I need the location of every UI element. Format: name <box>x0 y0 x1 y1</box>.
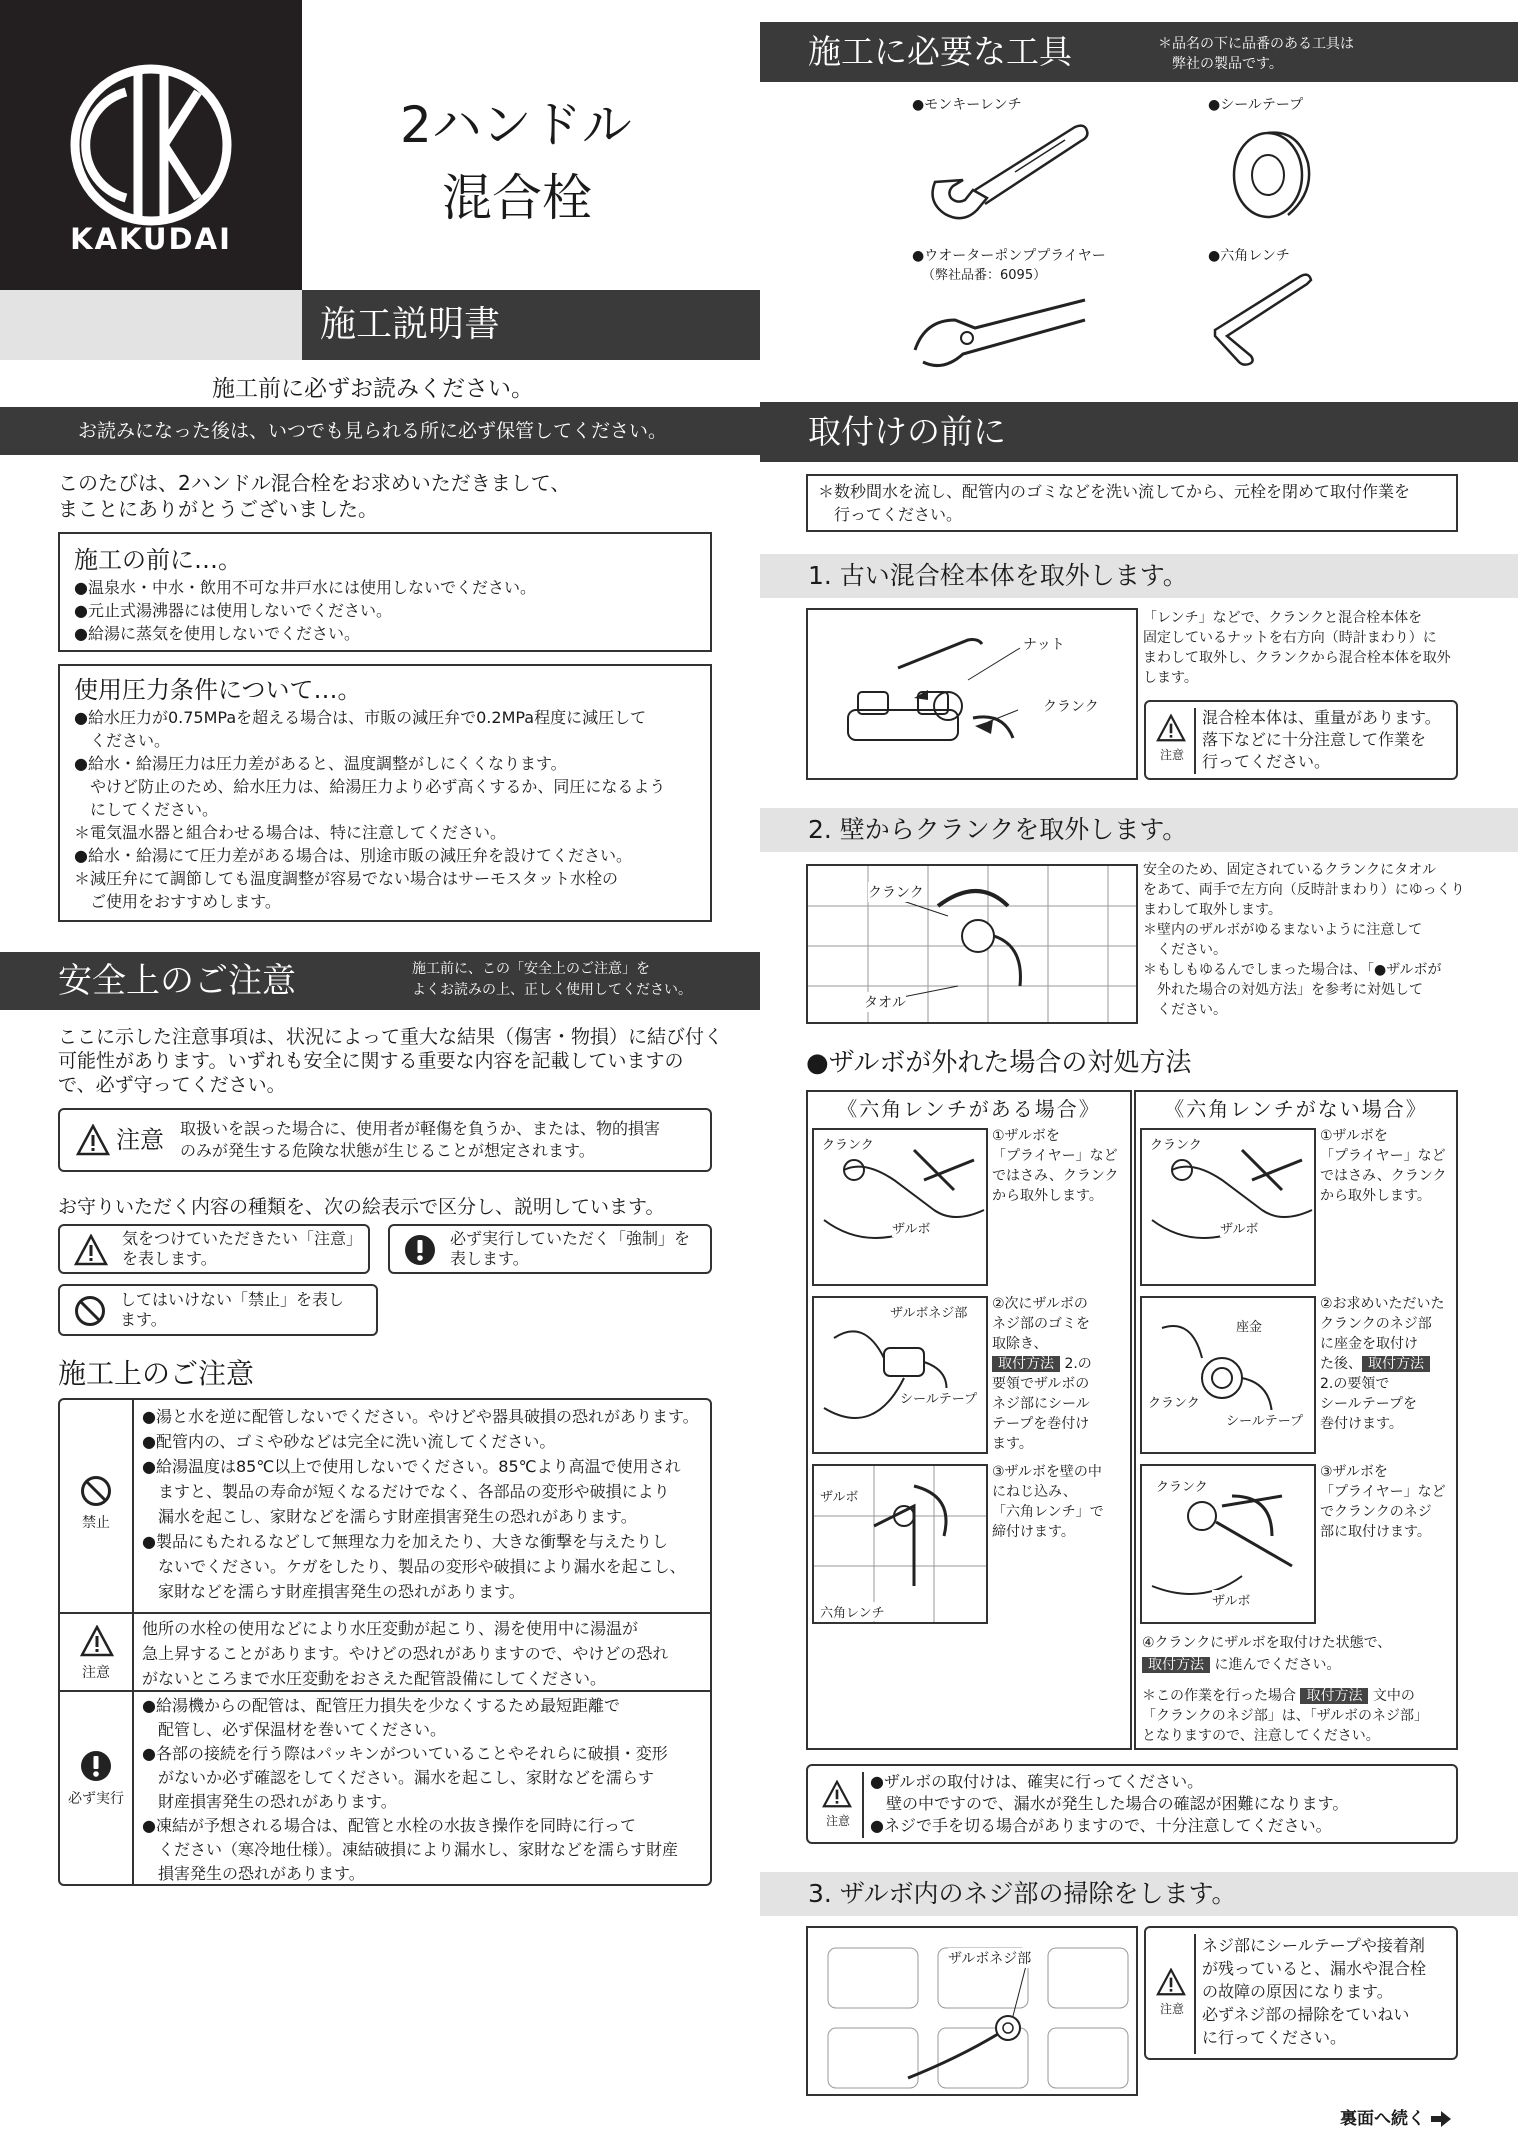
zarubo-left-step1-illus: クランク ザルボ <box>812 1128 988 1286</box>
mandatory-icon <box>404 1234 436 1266</box>
label-crank: クランク <box>1043 699 1099 715</box>
tools-title: 施工に必要な工具 <box>808 32 1072 71</box>
caution-definition-text: 取扱いを誤った場合に、使用者が軽傷を負うか、または、物的損害 のみが発生する危険な状態が生じることが想定されます。 <box>180 1119 661 1160</box>
symbol-prohibit-box: してはいけない「禁止」を表し ます。 <box>58 1284 378 1336</box>
table-row: ●給湯機からの配管は、配管圧力損失を少なくするため最短距離で 配管し、必ず保温材を巻いてください。 ●各部の接続を行う際はパッキンがついていることやそれらに破損・変形 がないか必ず確認をしてください。漏水を起こし、家財などを濡らす 財産損害発生の恐れがあります。 ●凍結が予想される場合は、配管と水栓の水抜き操作を同時に行って ください（寒冷地仕様）。凍結破損により漏水し、家財などを濡らす財産 損害発生の恐れがあります。 <box>142 1696 679 1883</box>
zarubo-left-step3-text: ③ザルボを壁の中 にねじ込み、 「六角レンチ」で 締付けます。 <box>992 1464 1104 1540</box>
brand-name: KAKUDAI <box>70 222 232 256</box>
step2-header <box>760 808 1518 852</box>
install-method-tag: 取付方法 <box>1362 1356 1430 1372</box>
step3-illustration <box>806 1926 1138 2096</box>
before-install-title: 取付けの前に <box>808 412 1006 451</box>
label-crank: クランク <box>868 882 924 902</box>
zarubo-left-step1-text: ①ザルボを 「プライヤー」など ではさみ、クランク から取外します。 <box>992 1128 1119 1204</box>
step3-caution: 注意 ネジ部にシールテープや接着剤 が残っていると、漏水や混合栓 の故障の原因になります。 必ずネジ部の掃除をていねい に行ってください。 <box>1144 1926 1458 2060</box>
zarubo-left-head: 《六角レンチがある場合》 <box>837 1097 1101 1121</box>
list-item: ●元止式湯沸器には使用しないでください。 <box>74 601 392 620</box>
caution-triangle-icon <box>822 1780 852 1808</box>
zarubo-right-step3-text: ③ザルボを 「プライヤー」など でクランクのネジ 部に取付けます。 <box>1320 1464 1446 1540</box>
seal-tape-icon <box>1220 120 1320 230</box>
hex-wrench-icon <box>1205 270 1325 370</box>
step1-title: 1. 古い混合栓本体を取外します。 <box>808 561 1188 590</box>
zarubo-caution: 注意 ●ザルボの取付けは、確実に行ってください。 壁の中ですので、漏水が発生した場合の確認が困難になります。 ●ネジで手を切る場合がありますので、十分注意してください。 <box>806 1764 1458 1844</box>
zarubo-step4: ④クランクにザルボを取付けた状態で、 取付方法 に進んでください。 <box>1142 1635 1392 1673</box>
safety-intro: ここに示した注意事項は、状況によって重大な結果（傷害・物損）に結び付く 可能性があります。いずれも安全に関する重要な内容を記載していますの で、必ず守ってください。 <box>58 1026 724 1096</box>
caution-definition <box>58 1108 712 1172</box>
step3-header <box>760 1872 1518 1916</box>
brand-logo <box>0 0 302 290</box>
caution-label: 注意 <box>116 1126 164 1154</box>
safety-side-note: 施工前に、この「安全上のご注意」を よくお読みの上、正しく使用してください。 <box>412 961 692 998</box>
tool-item: ●ウオーターポンププライヤー <box>912 248 1106 264</box>
manual-title: 施工説明書 <box>320 304 501 345</box>
row-label: 禁止 <box>82 1515 110 1531</box>
zarubo-note: ＊この作業を行った場合 取付方法 文中の 「クランクのネジ部」は、「ザルボのネジ部」 となりますので、注意してください。 <box>1142 1688 1429 1744</box>
tool-sub: （弊社品番：6095） <box>922 268 1047 283</box>
tools-header <box>760 22 1518 82</box>
safety-header <box>0 952 760 1010</box>
before-install-header <box>760 402 1518 462</box>
install-method-tag: 取付方法 <box>992 1356 1060 1372</box>
zarubo-right-step1-text: ①ザルボを 「プライヤー」など ではさみ、クランク から取外します。 <box>1320 1128 1447 1204</box>
product-name-line2: 混合栓 <box>442 169 592 227</box>
zarubo-left-step3-illus: ザルボ 六角レンチ <box>812 1464 988 1624</box>
safety-title: 安全上のご注意 <box>58 961 296 1001</box>
continue-notice <box>1340 2104 1451 2129</box>
zarubo-right-head: 《六角レンチがない場合》 <box>1164 1097 1428 1121</box>
step1-caution: 注意 混合栓本体は、重量があります。 落下などに十分注意して作業を 行ってください。 <box>1144 700 1458 780</box>
title-band <box>0 290 302 360</box>
zarubo-right-step2-text: ②お求めいただいた クランクのネジ部 に座金を取付け た後、 取付方法 2.の要領で シールテープを 巻付けます。 <box>1320 1296 1445 1432</box>
construction-title: 施工上のご注意 <box>58 1357 255 1390</box>
caution-triangle-icon <box>1156 1968 1186 1996</box>
table-row: 他所の水栓の使用などにより水圧変動が起こり、湯を使用中に湯温が 急上昇することがあります。やけどの恐れがありますので、やけどの恐れ がないところまで水圧変動をおさえた配管設備にしてください。 <box>142 1619 669 1688</box>
tool-item: ●シールテープ <box>1208 97 1304 113</box>
tool-item: ●六角レンチ <box>1208 248 1290 264</box>
install-method-tag: 取付方法 <box>1142 1657 1210 1673</box>
tool-item: ●モンキーレンチ <box>912 97 1022 113</box>
zarubo-title: ●ザルボが外れた場合の対処方法 <box>806 1048 1192 1078</box>
pressure-box-title: 使用圧力条件について…。 <box>74 676 362 704</box>
row-label: 注意 <box>82 1665 110 1681</box>
step1-illustration <box>806 608 1138 780</box>
keep-notice-bar <box>0 407 760 455</box>
step1-text: 「レンチ」などで、クランクと混合栓本体を 固定しているナットを右方向（時計まわり）に まわして取外し、クランクから混合栓本体を取外 します。 <box>1143 610 1451 686</box>
install-method-tag: 取付方法 <box>1300 1688 1368 1704</box>
table-row: ●湯と水を逆に配管しないでください。やけどや器具破損の恐れがあります。 ●配管内の、ゴミや砂などは完全に洗い流してください。 ●給湯温度は85℃以上で使用しないでください。85℃より高温で使用され ますと、製品の寿命が短くなるだけでなく、各部品の変形や破損により 漏水を起こし、家財などを濡らす財産損害発生の恐れがあります。 ●製品にもたれるなどして無理な力を加えたり、大きな衝撃を与えたりし ないでください。ケガをしたり、製品の変形や破損により漏水を起こし、 家財などを濡らす財産損害発生の恐れがあります。 <box>142 1407 699 1601</box>
distinguish-text: お守りいただく内容の種類を、次の絵表示で区分し、説明しています。 <box>58 1196 665 1218</box>
manual-title-bar <box>302 290 760 360</box>
tools-note: ＊品名の下に品番のある工具は 弊社の製品です。 <box>1158 36 1354 72</box>
before-box <box>58 532 712 652</box>
caution-triangle-icon <box>1156 714 1186 742</box>
list-item: ●給湯に蒸気を使用しないでください。 <box>74 624 360 643</box>
caution-triangle-icon <box>74 1234 108 1266</box>
construction-table <box>58 1398 712 1886</box>
prohibit-icon <box>80 1475 112 1507</box>
pump-pliers-icon <box>905 290 1095 380</box>
before-install-note: ＊数秒間水を流し、配管内のゴミなどを洗い流してから、元栓を閉めて取付作業を 行ってください。 <box>806 474 1458 532</box>
kakudai-logo-icon <box>68 62 234 228</box>
monkey-wrench-icon <box>915 112 1095 222</box>
label-zarubo-thread: ザルボネジ部 <box>948 1948 1031 1968</box>
step1-header <box>760 554 1518 598</box>
zarubo-right-step3-illus: クランク ザルボ <box>1140 1464 1316 1624</box>
list-item: ●温泉水・中水・飲用不可な井戸水には使用しないでください。 <box>74 578 536 597</box>
before-box-title: 施工の前に…。 <box>74 546 242 574</box>
zarubo-left-step2-illus: ザルボネジ部 シールテープ <box>812 1296 988 1454</box>
thanks-text: このたびは、2ハンドル混合栓をお求めいただきまして、 まことにありがとうございました。 <box>58 471 571 521</box>
pressure-box: 使用圧力条件について…。 ●給水圧力が0.75MPaを超える場合は、市販の減圧弁で0.2MPa程度に減圧して ください。 ●給水・給湯圧力は圧力差があると、温度調整がしにくくなります。 やけど防止のため、給水圧力は、給湯圧力より必ず高くするか、同圧になるよう にしてください。 ＊電気温水器と組合わせる場合は、特に注意してください。 ●給水・給湯にて圧力差がある場合は、別途市販の減圧弁を設けてください。 ＊減圧弁にて調節しても温度調整が容易でない場合はサーモスタット水栓の ご使用をおすすめします。 <box>58 664 712 922</box>
zarubo-right-step2-illus: 座金 クランク シールテープ <box>1140 1296 1316 1454</box>
step2-illustration <box>806 864 1138 1024</box>
label-nut: ナット <box>1023 637 1065 653</box>
symbol-caution-box: 気をつけていただきたい「注意」 を表します。 <box>58 1224 370 1274</box>
arrow-right-icon <box>1431 2111 1451 2127</box>
zarubo-left-step2-text: ②次にザルボの ネジ部のゴミを 取除き、 取付方法 2.の 要領でザルボの ネジ部にシール テープを巻付け ます。 <box>992 1296 1092 1452</box>
step2-text: 安全のため、固定されているクランクにタオル をあて、両手で左方向（反時計まわり）にゆっくり まわして取外します。 ＊壁内のザルボがゆるまないように注意して ください。 ＊もしもゆるんでしまった場合は、「●ザルボが 外れた場合の対処方法」を参考に対処して ください。 <box>1143 862 1465 1018</box>
read-before-notice: 施工前に必ずお読みください。 <box>212 376 534 402</box>
continue-text: 裏面へ続く <box>1340 2109 1425 2129</box>
symbol-mandatory-box: 必ず実行していただく「強制」を 表します。 <box>388 1224 712 1274</box>
label-towel: タオル <box>864 992 906 1012</box>
step3-title: 3. ザルボ内のネジ部の掃除をします。 <box>808 1879 1237 1908</box>
caution-triangle-icon <box>80 1625 114 1657</box>
caution-triangle-icon <box>76 1124 110 1156</box>
keep-notice: お読みになった後は、いつでも見られる所に必ず保管してください。 <box>78 420 668 442</box>
zarubo-right-step1-illus: クランク ザルボ <box>1140 1128 1316 1286</box>
prohibit-icon <box>74 1295 106 1327</box>
step2-title: 2. 壁からクランクを取外します。 <box>808 815 1188 844</box>
mandatory-icon <box>80 1750 112 1782</box>
product-name-line1: 2ハンドル <box>400 96 632 154</box>
row-label: 必ず実行 <box>68 1791 124 1807</box>
